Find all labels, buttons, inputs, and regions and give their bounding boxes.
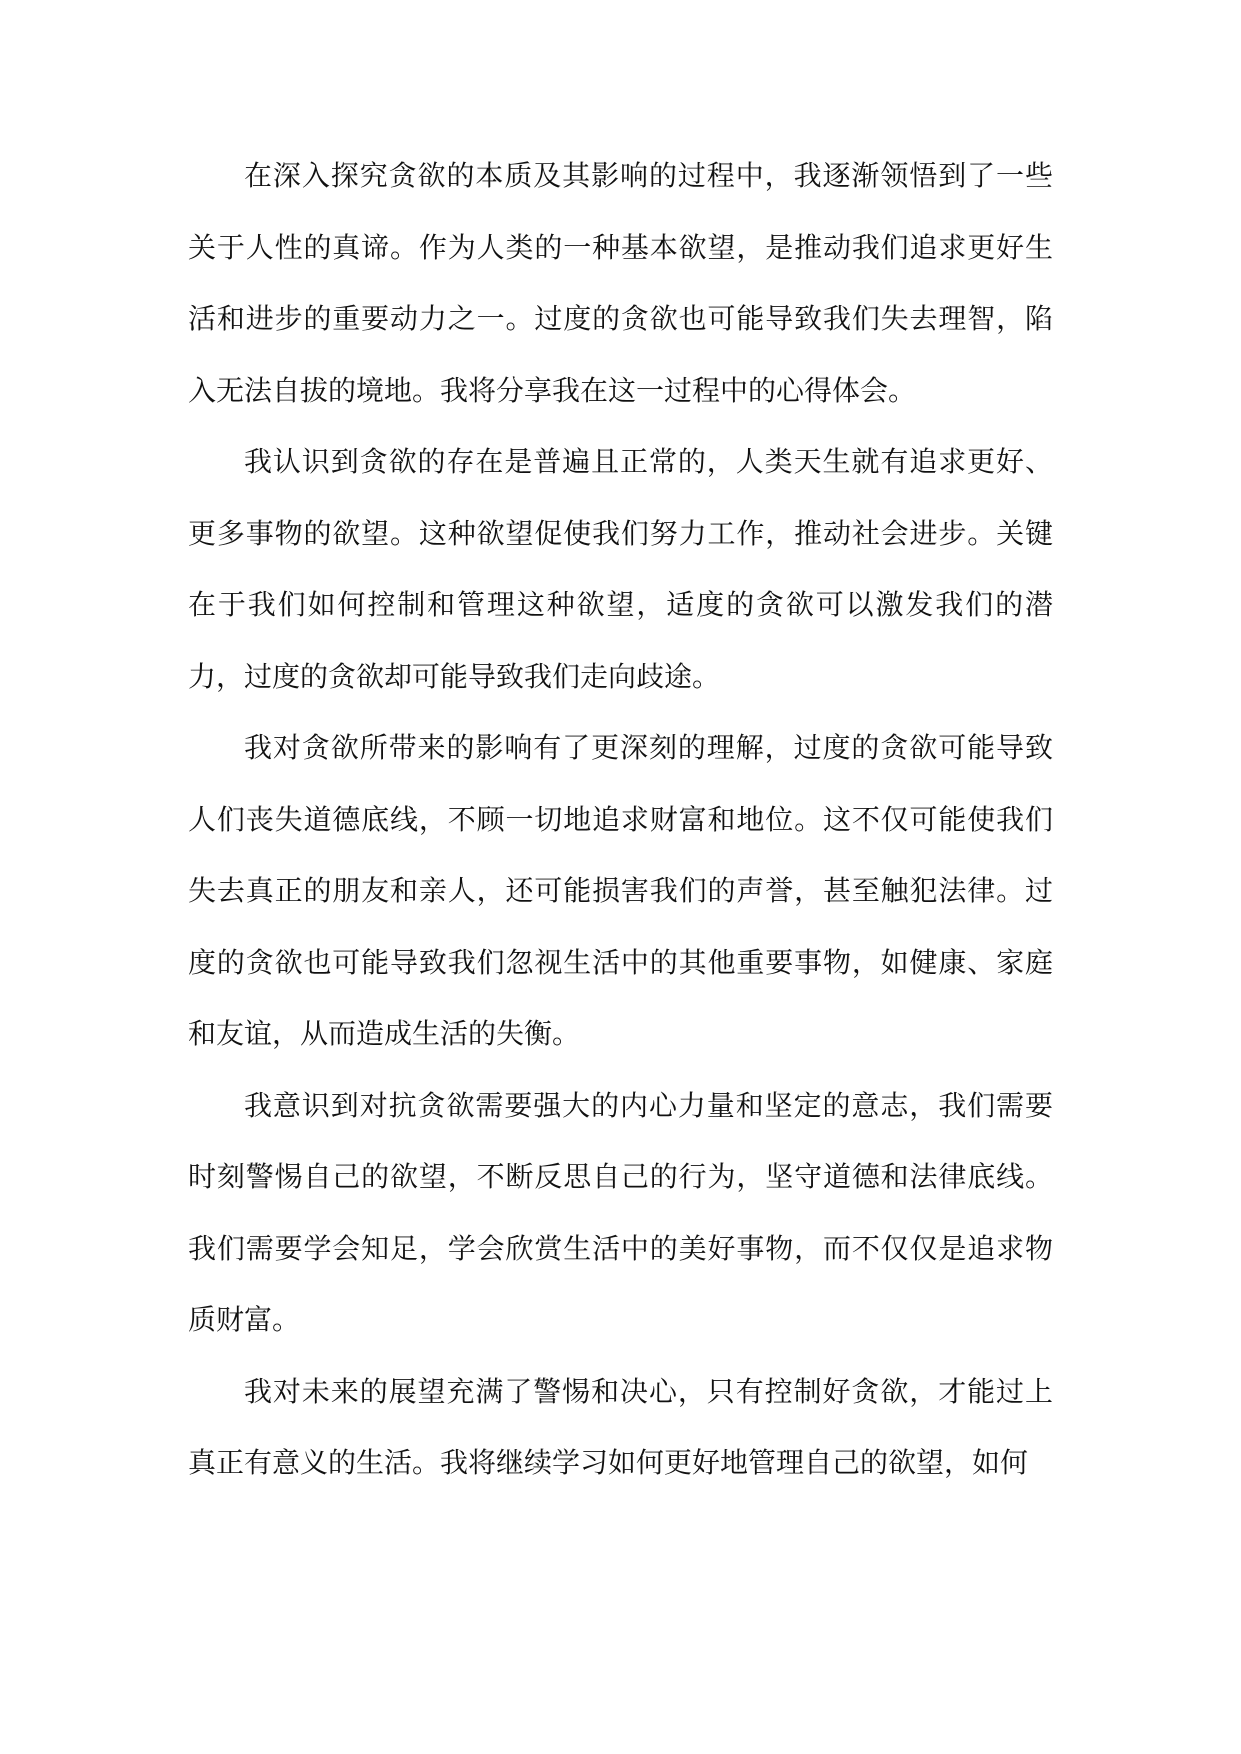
paragraph-2: 我认识到贪欲的存在是普遍且正常的，人类天生就有追求更好、更多事物的欲望。这种欲望促使我们努力工作，推动社会进步。关键在于我们如何控制和管理这种欲望，适度的贪欲可以激发我们的潜力，过度的贪欲却可能导致我们走向歧途。: [188, 445, 1053, 693]
paragraph-5: 我对未来的展望充满了警惕和决心，只有控制好贪欲，才能过上真正有意义的生活。我将继续学习如何更好地管理自己的欲望，如何: [188, 1374, 1053, 1479]
paragraph-1: 在深入探究贪欲的本质及其影响的过程中，我逐渐领悟到了一些关于人性的真谛。作为人类的一种基本欲望，是推动我们追求更好生活和进步的重要动力之一。过度的贪欲也可能导致我们失去理智，陷入无法自拔的境地。我将分享我在这一过程中的心得体会。: [188, 159, 1053, 407]
paragraph-4: 我意识到对抗贪欲需要强大的内心力量和坚定的意志，我们需要时刻警惕自己的欲望，不断反思自己的行为，坚守道德和法律底线。我们需要学会知足，学会欣赏生活中的美好事物，而不仅仅是追求物质财富。: [188, 1088, 1053, 1336]
document-body: [188, 140, 1053, 1499]
paragraph-3: 我对贪欲所带来的影响有了更深刻的理解，过度的贪欲可能导致人们丧失道德底线，不顾一切地追求财富和地位。这不仅可能使我们失去真正的朋友和亲人，还可能损害我们的声誉，甚至触犯法律。过度的贪欲也可能导致我们忽视生活中的其他重要事物，如健康、家庭和友谊，从而造成生活的失衡。: [188, 731, 1053, 1050]
